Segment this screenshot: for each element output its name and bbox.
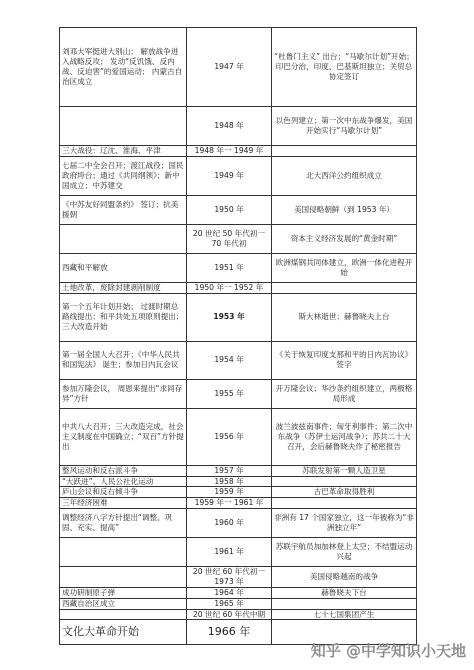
year-cell: 1955 年	[187, 379, 272, 408]
domestic-events-cell: 西藏和平解放	[60, 253, 187, 282]
domestic-events-cell: 西藏自治区成立	[60, 598, 187, 609]
year-cell: 1950 年一 1952 年	[187, 282, 272, 293]
domestic-events-cell: 中共八大召开；三大改造完成，社会主义制度在中国确立；“双百”方针提出	[60, 408, 187, 465]
year-cell: 1956 年	[187, 408, 272, 465]
year-cell: 1961 年	[187, 538, 272, 567]
world-events-cell: 赫鲁晓夫下台	[272, 587, 417, 598]
world-events-cell	[272, 146, 417, 157]
table-row	[60, 509, 417, 538]
table-row	[60, 598, 417, 609]
year-cell: 20 世纪 60 年代初一 1973 年	[187, 567, 272, 588]
world-events-cell: 美国侵略朝鲜（到 1953 年）	[272, 195, 417, 224]
domestic-events-cell: 文化大革命开始	[60, 620, 187, 645]
year-cell: 1948 年一 1949 年	[187, 146, 272, 157]
domestic-events-cell: 参加万隆会议， 周恩来提出“求同存异”方针	[60, 379, 187, 408]
table-row	[60, 487, 417, 498]
domestic-events-cell: 整风运动和反右派斗争	[60, 465, 187, 476]
year-cell: 1950 年	[187, 195, 272, 224]
table-row	[60, 538, 417, 567]
table-row	[60, 465, 417, 476]
table-row	[60, 28, 417, 107]
history-timeline-table	[59, 27, 417, 645]
world-events-cell: 古巴革命取得胜利	[272, 487, 417, 498]
table-row	[60, 224, 417, 253]
year-cell: 1951 年	[187, 253, 272, 282]
year-cell: 1966 年	[187, 620, 272, 645]
world-events-cell	[272, 598, 417, 609]
domestic-events-cell	[60, 224, 187, 253]
domestic-events-cell: 调整经济八字方针提出“调整、巩固、充实、提高”	[60, 509, 187, 538]
domestic-events-cell: 七届二中全会召开；渡江战役；国民政府垮台；通过《共同纲领》；新中国成立；中苏建交	[60, 156, 187, 195]
table-row	[60, 476, 417, 487]
table-row	[60, 498, 417, 509]
world-events-cell: 七十七国集团产生	[272, 609, 417, 620]
world-events-cell	[272, 498, 417, 509]
world-events-cell: 非洲有 17 个国家独立，这一年被称为“非洲独立年”	[272, 509, 417, 538]
domestic-events-cell: 《中苏友好同盟条约》 签订；抗美援朝	[60, 195, 187, 224]
year-cell: 1964 年	[187, 587, 272, 598]
table-row	[60, 282, 417, 293]
year-cell: 1948 年	[187, 107, 272, 146]
table-row	[60, 567, 417, 588]
zhihu-watermark: 知乎 @中学知识小天地	[310, 642, 466, 660]
domestic-events-cell: 土地改革，废除封建剥削制度	[60, 282, 187, 293]
world-events-cell: 苏联发射第一颗人造卫星	[272, 465, 417, 476]
year-cell: 1965 年	[187, 598, 272, 609]
world-events-cell: 波兰波兹南事件；匈牙利事件；第二次中东战争（苏伊士运河战争）；苏共二十大召开，会后赫鲁晓夫作了秘密报告	[272, 408, 417, 465]
year-cell: 1959 年一 1961 年	[187, 498, 272, 509]
domestic-events-cell: 庐山会议和反右倾斗争	[60, 487, 187, 498]
world-events-cell: 斯大林逝世；赫鲁晓夫上台	[272, 293, 417, 341]
table-row	[60, 408, 417, 465]
table-row	[60, 379, 417, 408]
table-row	[60, 587, 417, 598]
table-row	[60, 107, 417, 146]
world-events-cell: 开万隆会议；华沙条约组织建立，两极格局形成	[272, 379, 417, 408]
domestic-events-cell	[60, 107, 187, 146]
domestic-events-cell: 成功研制原子弹	[60, 587, 187, 598]
world-events-cell: 苏联宇航员加加林登上太空；不结盟运动兴起	[272, 538, 417, 567]
year-cell: 1954 年	[187, 341, 272, 379]
year-cell: 1958 年	[187, 476, 272, 487]
domestic-events-cell: 刘邓大军挺进大别山； 解放战争进入战略反攻； 发动“反饥饿、反内战、反迫害”的爱国运动； 内蒙古自治区成立	[60, 28, 187, 107]
year-cell: 1953 年	[187, 293, 272, 341]
table-row	[60, 195, 417, 224]
year-cell: 20 世纪 50 年代初一 70 年代初	[187, 224, 272, 253]
world-events-cell	[272, 476, 417, 487]
world-events-cell: 资本主义经济发展的“黄金时期”	[272, 224, 417, 253]
year-cell: 1947 年	[187, 28, 272, 107]
table-row	[60, 293, 417, 341]
world-events-cell: 欧洲煤钢共同体建立，欧洲一体化进程开始	[272, 253, 417, 282]
world-events-cell: 《关于恢复印度支那和平的日内瓦协议》签字	[272, 341, 417, 379]
domestic-events-cell: 第一届全国人大召开；《中华人民共和国宪法》 诞生；参加日内瓦会议	[60, 341, 187, 379]
world-events-cell: 美国侵略越南的战争	[272, 567, 417, 588]
domestic-events-cell	[60, 609, 187, 620]
year-cell: 1959 年	[187, 487, 272, 498]
table-row	[60, 341, 417, 379]
year-cell: 1949 年	[187, 156, 272, 195]
world-events-cell: “杜鲁门主义” 出台；“马歇尔计划”开始；印巴分治，印度、巴基斯坦独立；关贸总协定签订	[272, 28, 417, 107]
table-row	[60, 609, 417, 620]
domestic-events-cell: “大跃进”、人民公社化运动	[60, 476, 187, 487]
domestic-events-cell: 三年经济困难	[60, 498, 187, 509]
world-events-cell: 北大西洋公约组织成立	[272, 156, 417, 195]
table-row	[60, 253, 417, 282]
domestic-events-cell	[60, 538, 187, 567]
world-events-cell: 以色列建立；第一次中东战争爆发，美国开始实行“马歇尔计划”	[272, 107, 417, 146]
domestic-events-cell: 第一个五年计划开始； 过渡时期总路线提出；和平共处五项原则提出； 三大改造开始	[60, 293, 187, 341]
world-events-cell	[272, 282, 417, 293]
timeline-table-body	[60, 28, 417, 645]
year-cell: 20 世纪 60 年代中期	[187, 609, 272, 620]
table-row	[60, 146, 417, 157]
year-cell: 1960 年	[187, 509, 272, 538]
year-cell: 1957 年	[187, 465, 272, 476]
domestic-events-cell: 三大战役：辽沈、淮海、平津	[60, 146, 187, 157]
table-row	[60, 156, 417, 195]
domestic-events-cell	[60, 567, 187, 588]
